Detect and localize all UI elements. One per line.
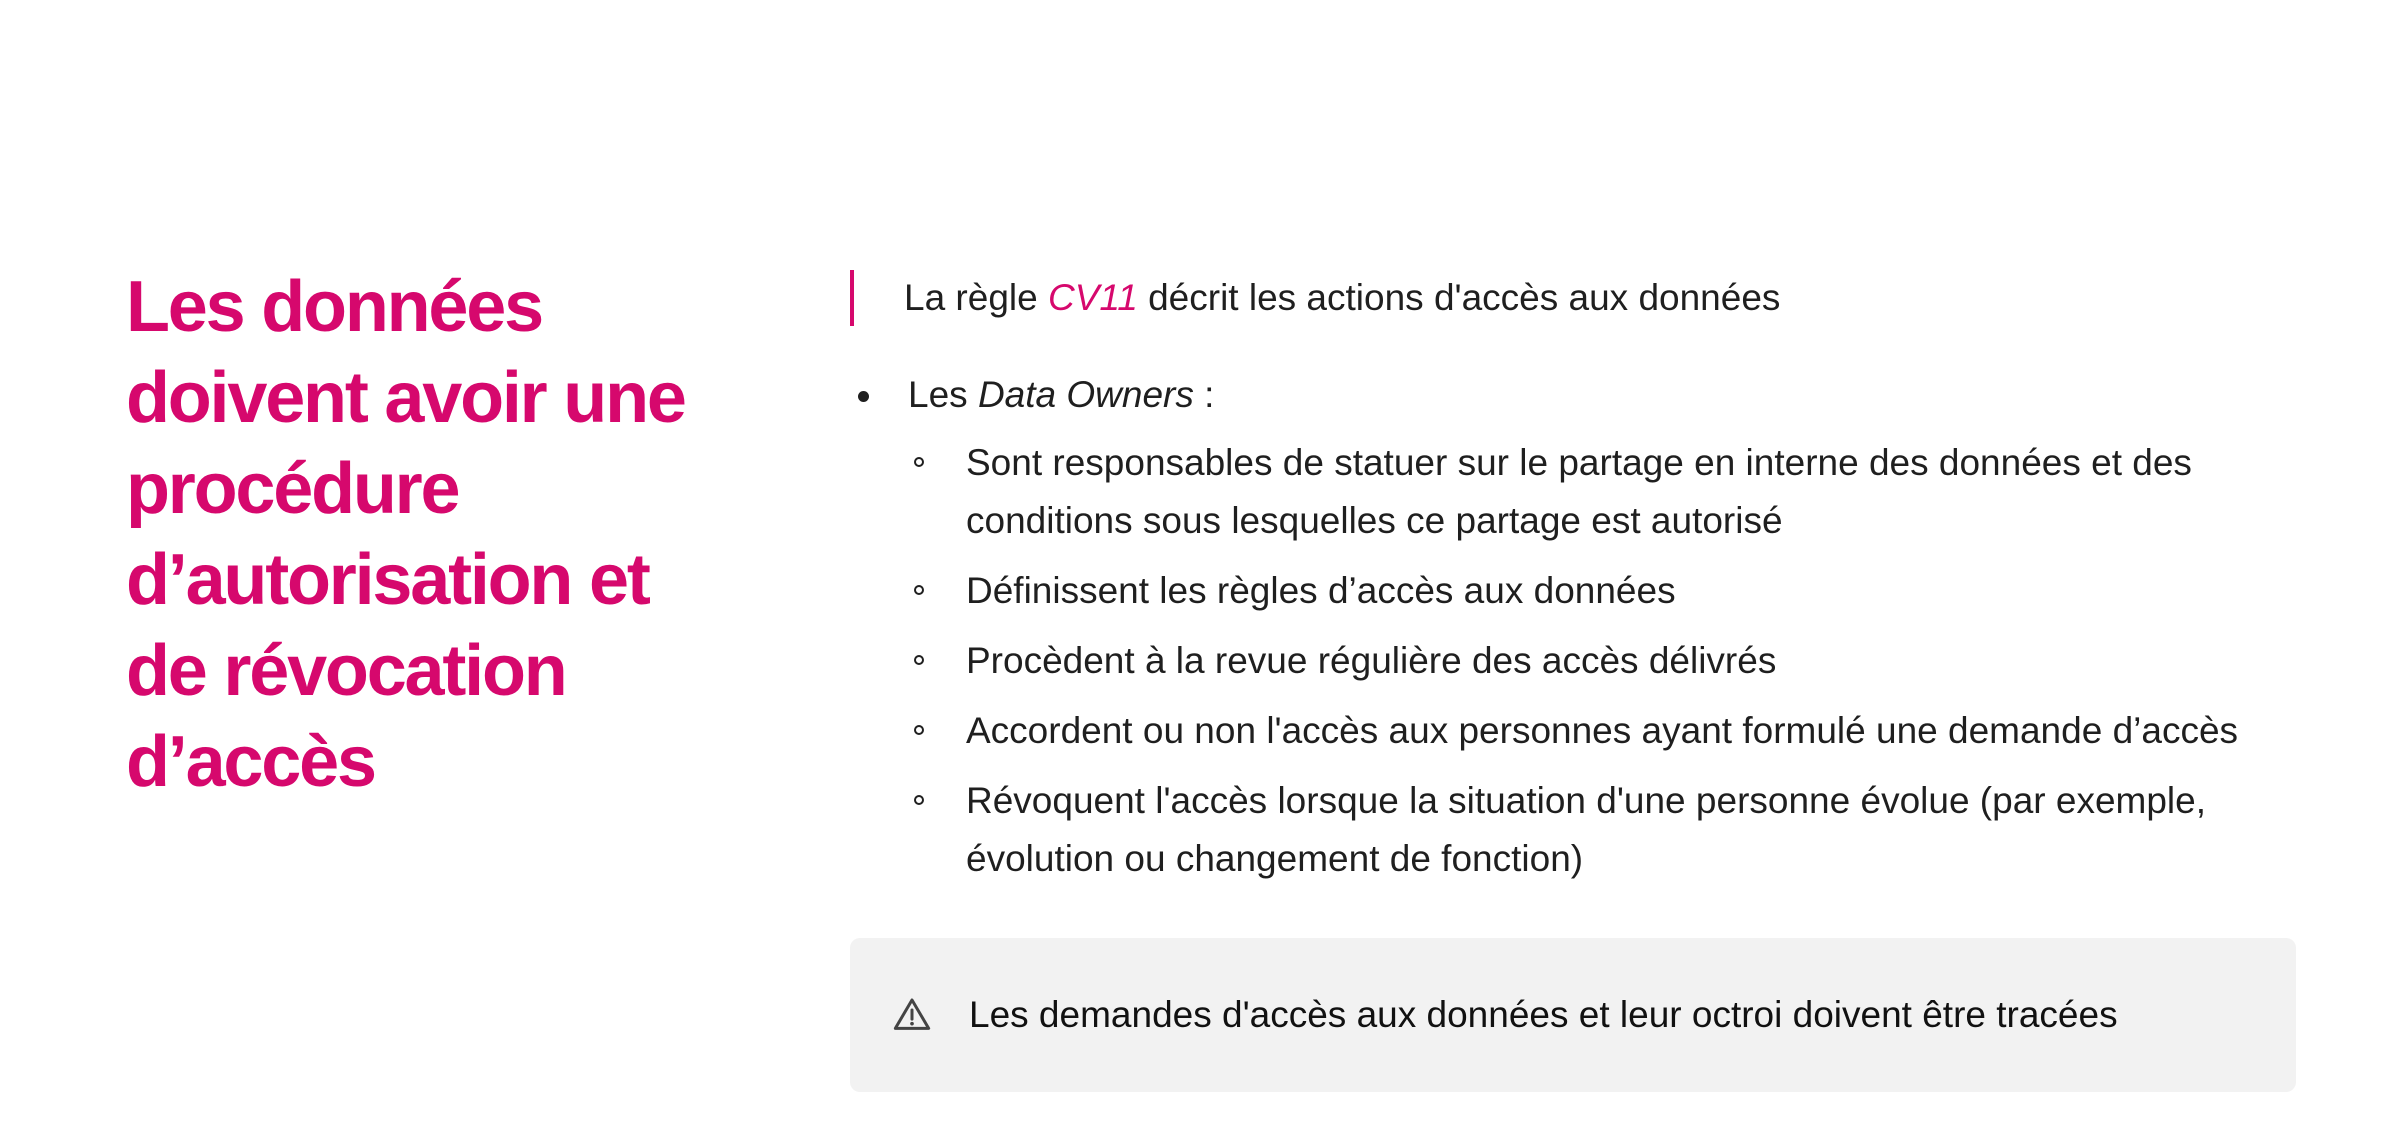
circle-bullet-icon [914, 585, 924, 595]
sublist-item [850, 562, 2296, 620]
data-owners-sublist [850, 434, 2290, 888]
sublist-item [850, 632, 2296, 690]
title-column [126, 262, 746, 808]
sublist-item-text: Révoquent l'accès lorsque la situation d'une personne évolue (par exemple, évolution ou changement de fonction) [966, 780, 2207, 879]
sublist-item-text: Procèdent à la revue régulière des accès délivrés [966, 640, 1777, 681]
list-item-data-owners [850, 366, 2290, 424]
rule-reference-link[interactable]: CV11 [1048, 277, 1138, 318]
sublist-item-text: Accordent ou non l'accès aux personnes ayant formulé une demande d’accès [966, 710, 2239, 751]
sublist-item-text: Sont responsables de statuer sur le partage en interne des données et des conditions sous lesquelles ce partage est autorisé [966, 442, 2192, 541]
quote-text [904, 270, 1780, 326]
sublist-item-text: Définissent les règles d’accès aux données [966, 570, 1676, 611]
data-owners-list [850, 366, 2290, 888]
circle-bullet-icon [914, 655, 924, 665]
sublist-item [850, 702, 2296, 760]
quote-bar [850, 270, 854, 326]
list-item-suffix: : [1193, 374, 1215, 415]
rule-quote [850, 270, 2290, 326]
content-column [850, 270, 2290, 900]
callout-text: Les demandes d'accès aux données et leur octroi doivent être tracées [969, 994, 2118, 1035]
warning-callout [850, 938, 2296, 1092]
list-item-emphasis: Data Owners [977, 374, 1194, 415]
circle-bullet-icon [914, 795, 924, 805]
page-title: Les données doivent avoir une procédure d’autorisation et de révocation d’accès [126, 267, 685, 802]
quote-text-before: La règle [904, 277, 1048, 318]
quote-text-after: décrit les actions d'accès aux données [1137, 277, 1781, 318]
circle-bullet-icon [914, 725, 924, 735]
list-item-prefix: Les [908, 374, 978, 415]
sublist-item [850, 772, 2296, 888]
circle-bullet-icon [914, 457, 924, 467]
warning-triangle-icon [892, 995, 932, 1035]
bullet-icon [858, 391, 869, 402]
sublist-item [850, 434, 2296, 550]
